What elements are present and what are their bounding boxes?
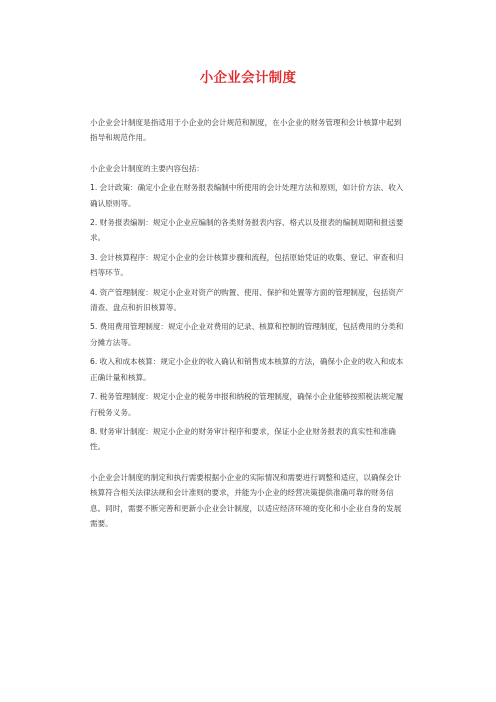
document-body xyxy=(90,115,406,531)
list-item: 7. 税务管理制度：规定小企业的税务申报和纳税的管理制度，确保小企业能够按照税法规定履行税务义务。 xyxy=(90,392,404,417)
list-lead: 小企业会计制度的主要内容包括： xyxy=(90,163,204,173)
list-item: 1. 会计政策：确定小企业在财务报表编制中所使用的会计处理方法和原则，如计价方法、收入确认原则等。 xyxy=(90,183,404,208)
list-item: 3. 会计核算程序：规定小企业的会计核算步骤和流程，包括原始凭证的收集、登记、审查和归档等环节。 xyxy=(90,252,404,278)
list-item: 4. 资产管理制度：规定小企业对资产的购置、使用、保护和处置等方面的管理制度，包括资产清查、盘点和折旧核算等。 xyxy=(90,287,404,313)
document-title: 小企业会计制度 xyxy=(199,70,297,86)
list-item: 6. 收入和成本核算：规定小企业的收入确认和销售成本核算的方法，确保小企业的收入和成本正确计量和核算。 xyxy=(90,357,404,382)
conclusion-paragraph: 小企业会计制度的制定和执行需要根据小企业的实际情况和需要进行调整和适应，以确保会计核算符合相关法律法规和会计准则的要求，并能为小企业的经营决策提供准确可靠的财务信息。同时，需要不断完善和更新小企业会计制度，以适应经济环境的变化和小企业自身的发展需要。 xyxy=(90,472,402,528)
intro-paragraph: 小企业会计制度是指适用于小企业的会计规范和制度，在小企业的财务管理和会计核算中起到指导和规范作用。 xyxy=(90,118,402,143)
list-item: 5. 费用费用管理制度：规定小企业对费用的记录、核算和控制的管理制度，包括费用的分类和分摊方法等。 xyxy=(90,322,404,347)
list-item: 2. 财务报表编制：规定小企业应编制的各类财务报表内容、格式以及报表的编制周期和报送要求。 xyxy=(90,218,404,243)
list-item: 8. 财务审计制度：规定小企业的财务审计程序和要求，保证小企业财务报表的真实性和准确性。 xyxy=(90,426,396,452)
